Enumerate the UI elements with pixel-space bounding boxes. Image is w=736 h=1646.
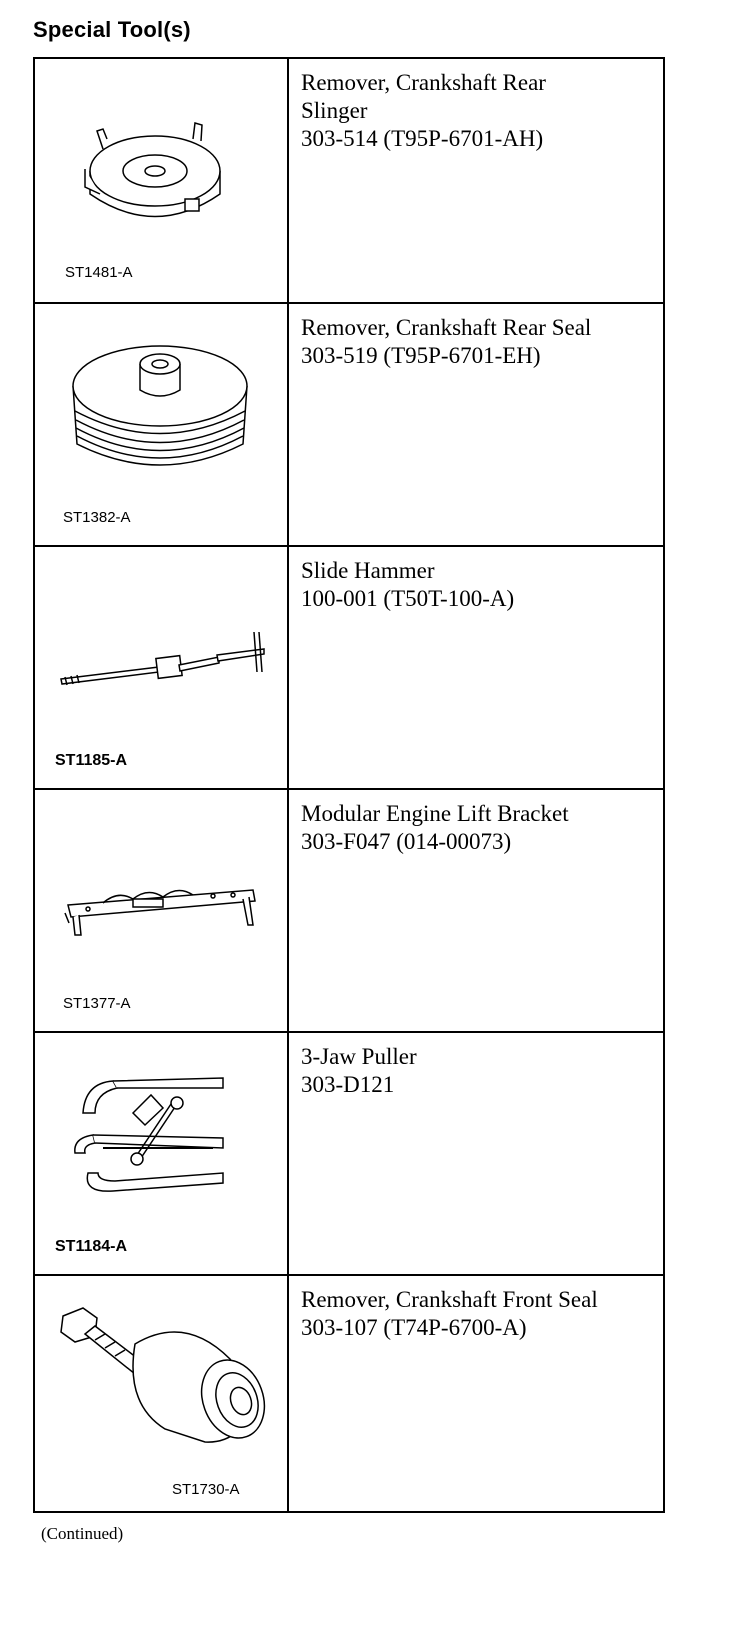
tool-description-line: Slinger <box>301 98 368 123</box>
tool-description-line: 100-001 (T50T-100-A) <box>301 586 515 611</box>
crankshaft-rear-slinger-remover-icon <box>75 119 235 249</box>
tool-description <box>290 1276 663 1511</box>
figure-code: ST1481-A <box>65 264 133 281</box>
page-title: Special Tool(s) <box>33 17 191 42</box>
engine-lift-bracket-icon <box>63 875 263 945</box>
tool-description-line: Slide Hammer <box>301 558 435 583</box>
tool-image-cell <box>35 1033 289 1274</box>
tool-description <box>290 59 663 302</box>
tool-description-line: Modular Engine Lift Bracket <box>301 801 569 826</box>
special-tools-table <box>33 57 665 1513</box>
tool-description <box>290 547 663 788</box>
table-row <box>35 545 663 788</box>
tool-description-line: Remover, Crankshaft Front Seal <box>301 1287 598 1312</box>
figure-code: ST1382-A <box>63 509 131 526</box>
table-row <box>35 59 663 302</box>
table-row <box>35 302 663 545</box>
tool-image-cell <box>35 59 289 302</box>
tool-description-line: 303-F047 (014-00073) <box>301 829 512 854</box>
tool-image-cell <box>35 1276 289 1511</box>
table-row <box>35 788 663 1031</box>
tool-image-cell <box>35 547 289 788</box>
continued-note: (Continued) <box>41 1524 124 1543</box>
tool-description-line: 3-Jaw Puller <box>301 1044 417 1069</box>
figure-code: ST1377-A <box>63 995 131 1012</box>
table-row <box>35 1274 663 1511</box>
tool-image-cell <box>35 790 289 1031</box>
tool-description-line: Remover, Crankshaft Rear Seal <box>301 315 592 340</box>
tool-description <box>290 1033 663 1274</box>
tool-description <box>290 304 663 545</box>
crankshaft-rear-seal-remover-icon <box>65 316 255 481</box>
figure-code: ST1185-A <box>55 752 128 769</box>
tool-image-cell <box>35 304 289 545</box>
tool-description-line: 303-519 (T95P-6701-EH) <box>301 343 541 368</box>
slide-hammer-icon <box>59 617 274 697</box>
tool-description <box>290 790 663 1031</box>
tool-description-line: 303-514 (T95P-6701-AH) <box>301 126 544 151</box>
3-jaw-puller-icon <box>73 1073 233 1203</box>
tool-description-line: 303-D121 <box>301 1072 395 1097</box>
table-row <box>35 1031 663 1274</box>
figure-code: ST1184-A <box>55 1238 128 1255</box>
crankshaft-front-seal-remover-icon <box>55 1304 275 1454</box>
tool-description-line: 303-107 (T74P-6700-A) <box>301 1315 527 1340</box>
tool-description-line: Remover, Crankshaft Rear <box>301 70 546 95</box>
figure-code: ST1730-A <box>172 1481 240 1498</box>
